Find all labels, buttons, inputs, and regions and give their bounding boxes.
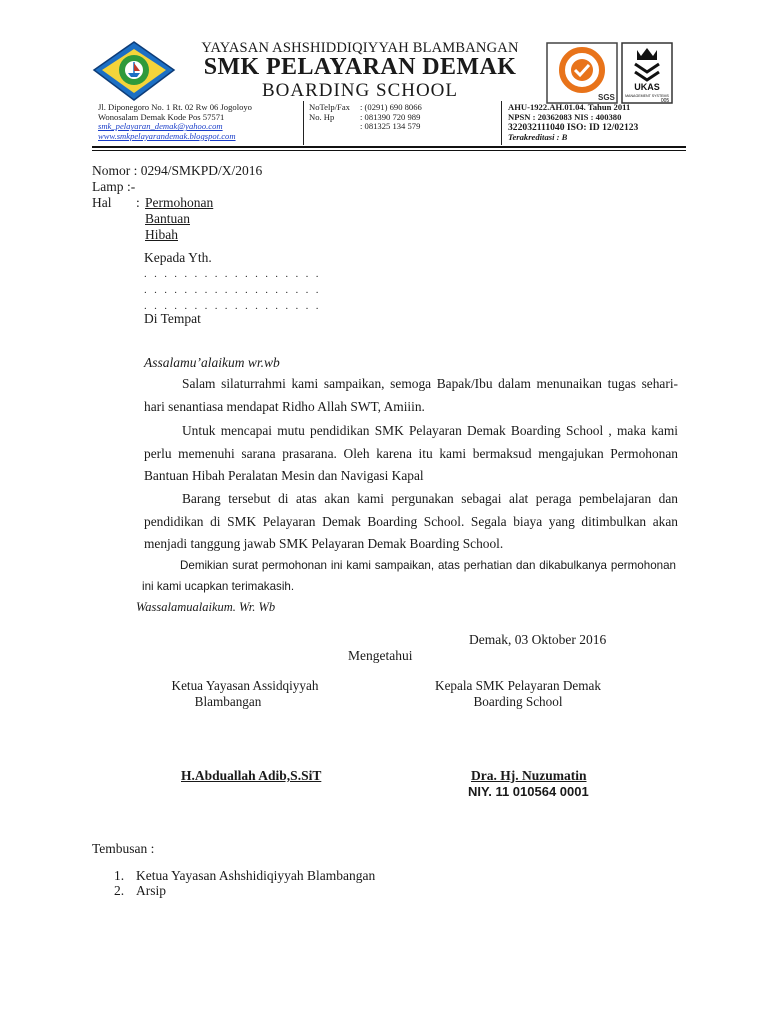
recipient-greeting: Kepada Yth. — [144, 250, 212, 265]
header-rule-thin — [92, 150, 686, 151]
blog-link[interactable]: www.smkpelayarandemak.blogspot.com — [98, 130, 236, 141]
nomor-label: Nomor — [92, 163, 131, 178]
hal-label: Hal — [92, 195, 112, 210]
paragraph-3 — [144, 488, 678, 556]
sgs-label: SGS — [598, 93, 615, 102]
registration-block — [508, 103, 638, 143]
hal-value: Permohonan Bantuan Hibah — [145, 195, 214, 242]
cc-item-number: 2. — [114, 883, 125, 898]
left-title-line2: Blambangan — [194, 694, 262, 709]
nomor-value: : 0294/SMKPD/X/2016 — [133, 163, 263, 178]
iso-number: 322032111040 ISO: ID 12/02123 — [508, 122, 639, 134]
recipient-dots: . . . . . . . . . . . . . . . . . . — [144, 268, 321, 280]
sgs-certification-logo — [546, 42, 618, 104]
telfax-value: : (0291) 690 8066 — [360, 102, 422, 112]
paragraph-1 — [144, 373, 678, 418]
ukas-sublabel: MANAGEMENT SYSTEMS — [625, 94, 669, 98]
cc-item — [114, 868, 376, 884]
right-title-line1: Kepala SMK Pelayaran Demak — [435, 678, 601, 693]
lamp-label: Lamp — [92, 179, 124, 194]
right-signatory-title — [413, 678, 623, 710]
cc-item-text: Arsip — [136, 883, 166, 898]
hal-row — [92, 195, 214, 242]
school-subname: BOARDING SCHOOL — [261, 80, 459, 101]
header-divider — [303, 101, 304, 145]
cc-label: Tembusan : — [92, 841, 155, 856]
acknowledged-label: Mengetahui — [348, 648, 413, 663]
cc-item — [114, 883, 166, 899]
address-line1: Jl. Diponegoro No. 1 Rt. 02 Rw 06 Jogoloyo — [98, 102, 252, 112]
place-date: Demak, 03 Oktober 2016 — [469, 632, 607, 647]
ahu-number: AHU-1922.AH.01.04. Tahun 2011 — [508, 102, 631, 112]
right-signatory-name: Dra. Hj. Nuzumatin — [471, 768, 587, 783]
recipient-place: Di Tempat — [144, 311, 201, 326]
telfax-label: NoTelp/Fax — [309, 102, 350, 112]
closing: Wassalamualaikum. Wr. Wb — [136, 600, 276, 614]
ukas-number: 005 — [660, 98, 670, 104]
left-title-line1: Ketua Yayasan Assidqiyyah — [171, 678, 319, 693]
paragraph-2-text: Untuk mencapai mutu pendidikan SMK Pelayaran Demak Boarding School , maka kami perlu memenuhi sarana prasarana. Oleh karena itu kami bermaksud mengajukan Permohonan Bantuan Hibah Peralatan Mesin dan Navigasi Kapal — [144, 423, 678, 483]
npsn-nis: NPSN : 20362083 NIS : 400380 — [508, 111, 622, 122]
foundation-name: YAYASAN ASHSHIDDIQIYYAH BLAMBANGAN — [201, 40, 519, 56]
right-signatory-niy: NIY. 11 010564 0001 — [468, 784, 589, 799]
hp-value1: : 081390 720 989 — [360, 111, 421, 122]
recipient-dots: . . . . . . . . . . . . . . . . . . — [144, 300, 321, 312]
salutation: Assalamu’alaikum wr.wb — [144, 355, 280, 370]
header-divider — [501, 101, 502, 145]
address-line2: Wonosalam Demak Kode Pos 57571 — [98, 111, 225, 122]
hp-label: No. Hp — [309, 111, 335, 122]
lamp-row — [92, 179, 136, 195]
cc-item-number: 1. — [114, 868, 125, 883]
contact-block — [309, 102, 422, 132]
lamp-value: :- — [127, 179, 136, 194]
address-block — [98, 103, 252, 141]
accreditation: Terakreditasi : B — [508, 132, 568, 143]
nomor-row — [92, 163, 262, 179]
ukas-label: UKAS — [634, 82, 660, 92]
ukas-certification-logo — [621, 42, 673, 104]
right-title-line2: Boarding School — [473, 694, 563, 709]
hp-value2: : 081325 134 579 — [360, 121, 421, 132]
cc-item-text: Ketua Yayasan Ashshidiqiyyah Blambangan — [136, 868, 376, 883]
paragraph-1-text: Salam silaturrahmi kami sampaikan, semoga Bapak/Ibu dalam menunaikan tugas sehari-hari senantiasa mendapat Ridho Allah SWT, Amiiin. — [144, 376, 678, 414]
recipient-dots: . . . . . . . . . . . . . . . . . . — [144, 284, 321, 296]
email-link[interactable]: smk_pelayaran_demak@yahoo.com — [98, 121, 223, 132]
header-rule — [92, 146, 686, 148]
paragraph-4-text: Demikian surat permohonan ini kami sampaikan, atas perhatian dan dikabulkanya permohonan ini kami ucapkan terimakasih. — [142, 559, 676, 593]
paragraph-3-text: Barang tersebut di atas akan kami pergunakan sebagai alat peraga pembelajaran dan pendidikan di SMK Pelayaran Demak Boarding School. Segala biaya yang ditimbulkan akan menjadi tanggung jawab SMK Pelayaran Demak Boarding School. — [144, 491, 678, 551]
left-signatory-name: H.Abduallah Adib,S.SiT — [181, 768, 322, 783]
paragraph-2 — [144, 420, 678, 488]
school-name: SMK PELAYARAN DEMAK — [203, 54, 517, 80]
left-signatory-title — [150, 678, 340, 710]
hal-separator: : — [136, 195, 140, 210]
paragraph-4 — [142, 555, 676, 597]
